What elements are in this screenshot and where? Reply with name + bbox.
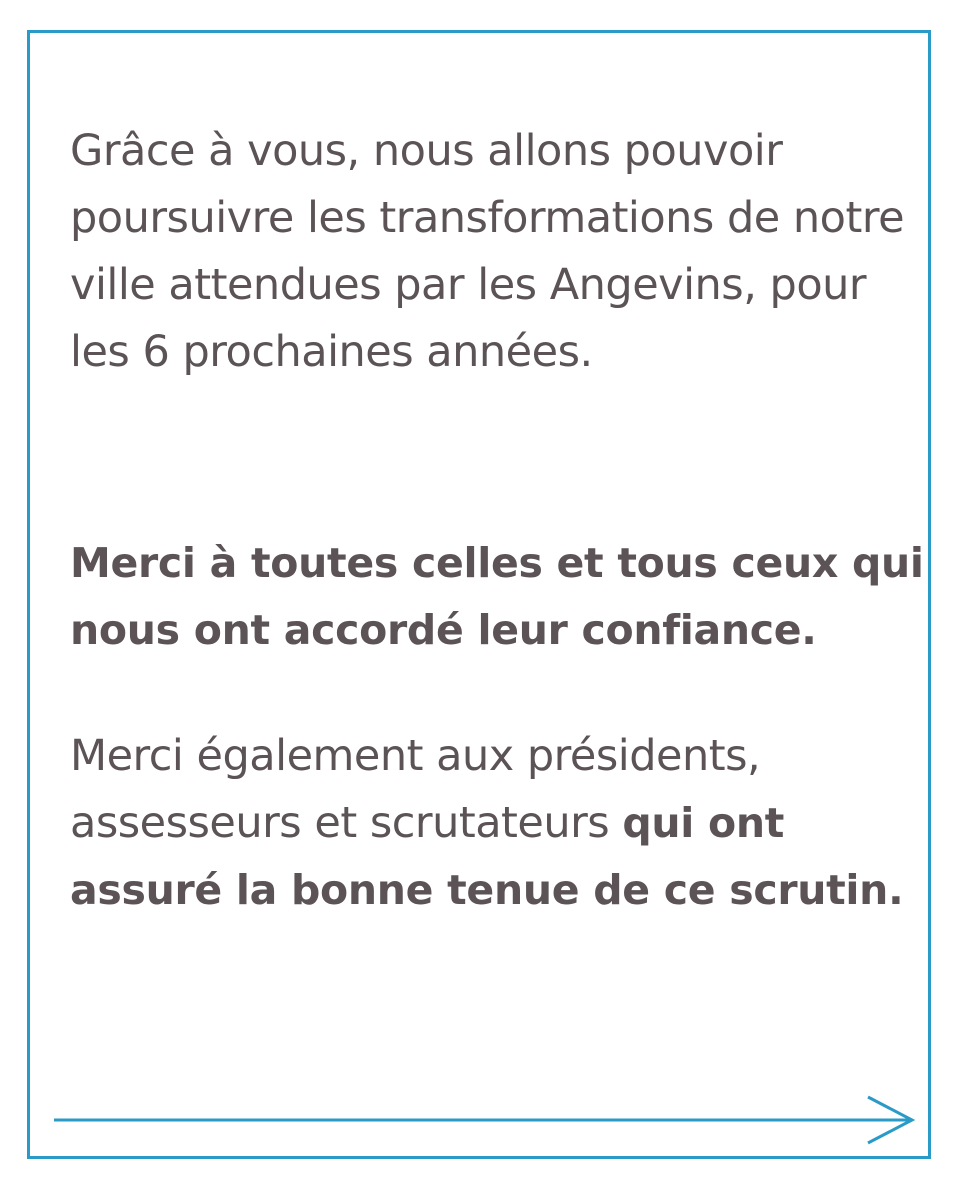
acknowledgement-paragraph — [70, 723, 930, 924]
thanks-paragraph: Merci à toutes celles et tous ceux qui nous ont accordé leur confiance. — [70, 539, 924, 654]
intro-paragraph: Grâce à vous, nous allons pouvoir poursuivre les transformations de notre ville attendues par les Angevins, pour les 6 prochaines années. — [70, 126, 905, 377]
acknowledgement-regular-text: Merci également aux présidents, assesseurs et scrutateurs — [70, 731, 761, 848]
message-body — [70, 118, 930, 914]
arrow-right-icon[interactable] — [54, 1094, 920, 1146]
acknowledgement-bold-text: qui ont assuré la bonne tenue de ce scrutin. — [70, 799, 904, 914]
